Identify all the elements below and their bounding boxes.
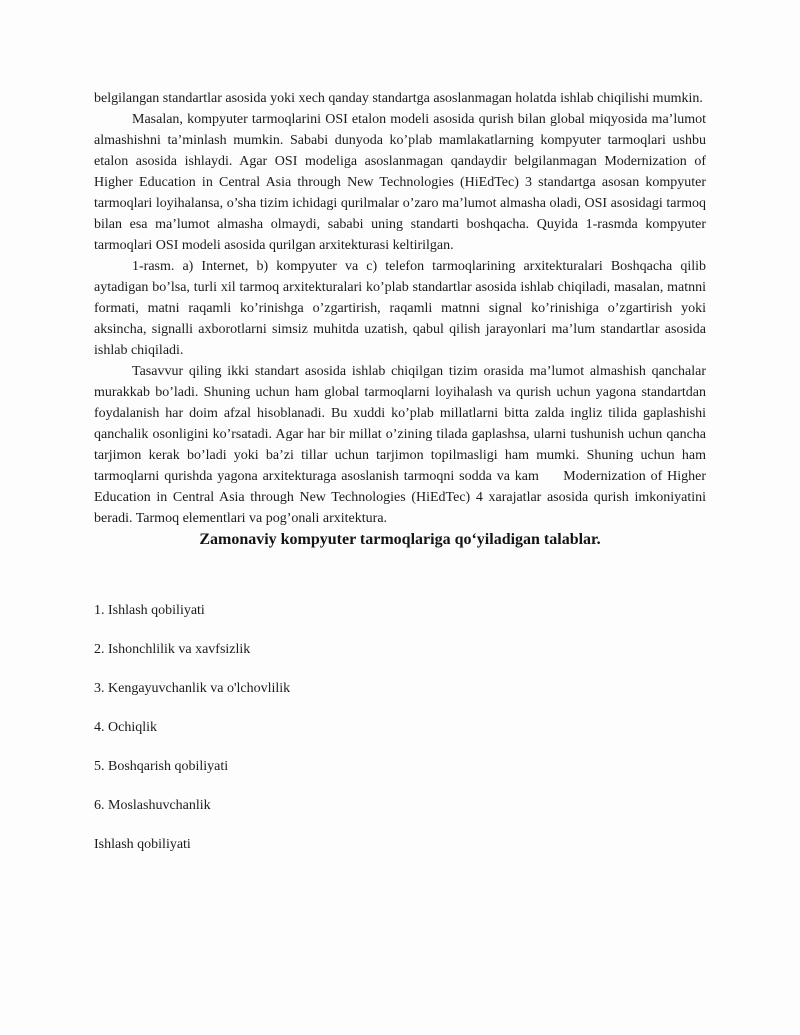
document-content — [94, 88, 706, 873]
paragraph-4: Tasavvur qiling ikki standart asosida ishlab chiqilgan tizim orasida ma’lumot almashish qanchalar murakkab bo’ladi. Shuning uchun ham global tarmoqlarni loyihalash va qurish uchun yagona standartdan foydalanish har doim afzal hisoblanadi. Bu xuddi ko’plab millatlarni bitta zalda ingliz tilida gaplashishi qanchalik osonligini ko’rsatadi. Agar har bir millat o’zining tilada gaplashsa, ularni tushunish uchun qancha tarjimon kerak bo’ladi yoki ba’zi tillar uchun tarjimon topilmasligi ham mumki. Shuning uchun ham tarmoqlarni qurishda yagona arxitekturaga asoslanish tarmoqni sodda va kam Modernization of Higher Education in Central Asia through New Technologies (HiEdTec) 4 xarajatlar asosida qurish imkoniyatini beradi. Tarmoq elementlari va pog’onali arxitektura. — [94, 364, 706, 526]
paragraph-1: belgilangan standartlar asosida yoki xech qanday standartga asoslanmagan holatda ishlab chiqilishi mumkin. — [94, 91, 703, 106]
list-item-5: 5. Boshqarish qobiliyati — [94, 759, 229, 774]
closing-line: Ishlash qobiliyati — [94, 837, 191, 852]
list-item-6: 6. Moslashuvchanlik — [94, 798, 211, 813]
section-heading: Zamonaviy kompyuter tarmoqlariga qoʻyiladigan talablar. — [199, 531, 601, 548]
list-item-1: 1. Ishlash qobiliyati — [94, 603, 205, 618]
list-item-4: 4. Ochiqlik — [94, 720, 157, 735]
requirements-list — [94, 600, 706, 855]
list-item-3: 3. Kengayuvchanlik va o'lchovlilik — [94, 681, 291, 696]
list-item-2: 2. Ishonchlilik va xavfsizlik — [94, 642, 251, 657]
paragraph-3: 1-rasm. a) Internet, b) kompyuter va c) telefon tarmoqlarining arxitekturalari Boshqacha qilib aytadigan bo’lsa, turli xil tarmoq arxitekturalari ko’plab standartlar asosida ishlab chiqiladi, masalan, matnni formati, matni raqamli ko’rinishga o’zgartirish, raqamli matnni signal ko’rinishiga o’zgartirish yoki aksincha, signalli axborotlarni simsiz muhitda uzatish, qabul qilish jarayonlari ma’lum standartlar asosida ishlab chiqiladi. — [94, 259, 706, 358]
paragraph-2: Masalan, kompyuter tarmoqlarini OSI etalon modeli asosida qurish bilan global miqyosida ma’lumot almashishni ta’minlash mumkin. Sababi dunyoda ko’plab mamlakatlarning kompyuter tarmoqlari ushbu etalon asosida ishlaydi. Agar OSI modeliga asoslanmagan qandaydir belgilanmagan Modernization of Higher Education in Central Asia through New Technologies (HiEdTec) 3 standartga asosan kompyuter tarmoqlari loyihalansa, o’sha tizim ichidagi qurilmalar o’zaro ma’lumot almasha oladi, OSI asosidagi tarmoq bilan esa ma’lumot almasha olmaydi, sababi uning standarti boshqacha. Quyida 1-rasmda kompyuter tarmoqlari OSI modeli asosida qurilgan arxitekturasi keltirilgan. — [94, 112, 706, 253]
